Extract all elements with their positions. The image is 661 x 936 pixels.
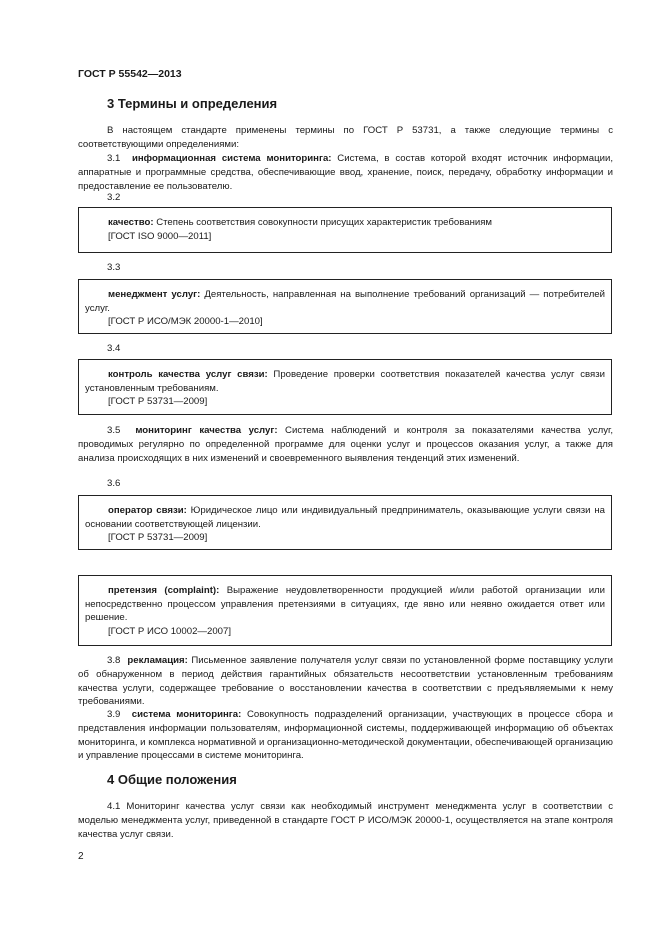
- term-box-3-7: [78, 575, 612, 646]
- term-box-3-2: [78, 207, 612, 253]
- term-name: система мониторинга:: [131, 709, 242, 720]
- term-number: 3.9: [107, 709, 121, 720]
- term-reference: [ГОСТ Р 53731—2009]: [108, 532, 208, 543]
- term-name: менеджмент услуг:: [108, 289, 201, 300]
- term-name: оператор связи:: [108, 505, 187, 516]
- term-number: 3.1: [107, 153, 121, 164]
- term-text: Проведение проверки соответствия показателей качества услуг связи установленным требованиям.: [85, 369, 605, 394]
- section-3-title: 3 Термины и определения: [107, 96, 278, 111]
- term-box-3-4: [78, 359, 612, 415]
- term-number: 3.8: [107, 655, 121, 666]
- paragraph-4-1: 4.1 Мониторинг качества услуг связи как необходимый инструмент менеджмента услуг в соответствии с моделью менеджмента услуг, приведенной в стандарте ГОСТ Р ИСО/МЭК 20000-1, осуществляется на этапе контроля качества услуг связи.: [78, 801, 613, 840]
- term-number-3-2: 3.2: [107, 192, 121, 203]
- term-name: рекламация:: [127, 655, 188, 666]
- term-reference: [ГОСТ ISO 9000—2011]: [108, 230, 212, 242]
- section-4-title: 4 Общие положения: [107, 772, 237, 787]
- term-definition: [85, 584, 605, 625]
- term-text: Деятельность, направленная на выполнение требований организаций — потребителей услуг.: [85, 289, 605, 314]
- term-name: претензия (complaint):: [108, 585, 220, 596]
- term-box-3-6: [78, 495, 612, 550]
- term-3-9: [78, 708, 613, 763]
- term-reference: [ГОСТ Р ИСО 10002—2007]: [108, 625, 232, 637]
- term-number: 3.5: [107, 425, 121, 436]
- term-name: информационная система мониторинга:: [131, 153, 332, 164]
- document-header: ГОСТ Р 55542—2013: [78, 68, 182, 80]
- term-definition: Система, в состав которой входят источник информации, аппаратные и программные средства, обеспечивающие ввод, хранение, поиск, передачу, обработку информации и предоставление ее пользователю.: [78, 153, 613, 192]
- term-text: Выражение неудовлетворенности продукцией и/или работой организации или непосредственно процессом управления претензиями в ситуациях, где явно или неявно ожидается ответ или решение.: [85, 585, 606, 623]
- term-definition: [85, 216, 605, 230]
- term-number-3-6: 3.6: [107, 478, 121, 489]
- term-3-1: [78, 152, 613, 193]
- term-name: качество:: [108, 217, 154, 228]
- term-3-8: [78, 654, 613, 709]
- term-reference: [ГОСТ Р ИСО/МЭК 20000-1—2010]: [108, 316, 263, 327]
- term-reference: [ГОСТ Р 53731—2009]: [108, 396, 208, 407]
- page-number: 2: [78, 851, 84, 862]
- term-text: Степень соответствия совокупности присущих характеристик требованиям: [153, 217, 493, 228]
- term-definition: [85, 288, 605, 315]
- term-number-3-4: 3.4: [107, 343, 121, 354]
- term-definition: Совокупность подразделений организации, участвующих в процессе сбора и представления информации пользователям, информационной системы, поддерживающей информацию об объектах мониторинга, и комплекса нормативной и организационно-методической документации, обеспечивающей организацию и управление процессами в системе мониторинга.: [78, 709, 613, 762]
- term-3-5: [78, 424, 613, 465]
- term-text: Юридическое лицо или индивидуальный предприниматель, оказывающие услуги связи на основании соответствующей лицензии.: [85, 505, 605, 530]
- term-number-3-3: 3.3: [107, 262, 121, 273]
- term-box-3-3: [78, 279, 612, 334]
- term-definition: Система наблюдений и контроля за показателями качества услуг, проводимых регулярно по определенной программе для оценки услуг и процессов оказания услуг, а также для анализа происходящих в них изменений и своевременного выявления тенденций этих изменений.: [78, 425, 613, 464]
- term-name: мониторинг качества услуг:: [135, 425, 278, 436]
- term-definition: [85, 368, 605, 395]
- term-name: контроль качества услуг связи:: [108, 369, 268, 380]
- section-3-intro: В настоящем стандарте применены термины по ГОСТ Р 53731, а также следующие термины с соответствующими определениями:: [78, 125, 613, 150]
- term-definition: Письменное заявление получателя услуг связи по установленной форме поставщику услуги об обнаруженном в период действия гарантийных обязательств несоответствии установленным требованиям качества услуги, содержащее требование о восстановлении качества в соответствии с предъявляемыми к нему требованиями.: [78, 655, 613, 708]
- term-definition: [85, 504, 605, 531]
